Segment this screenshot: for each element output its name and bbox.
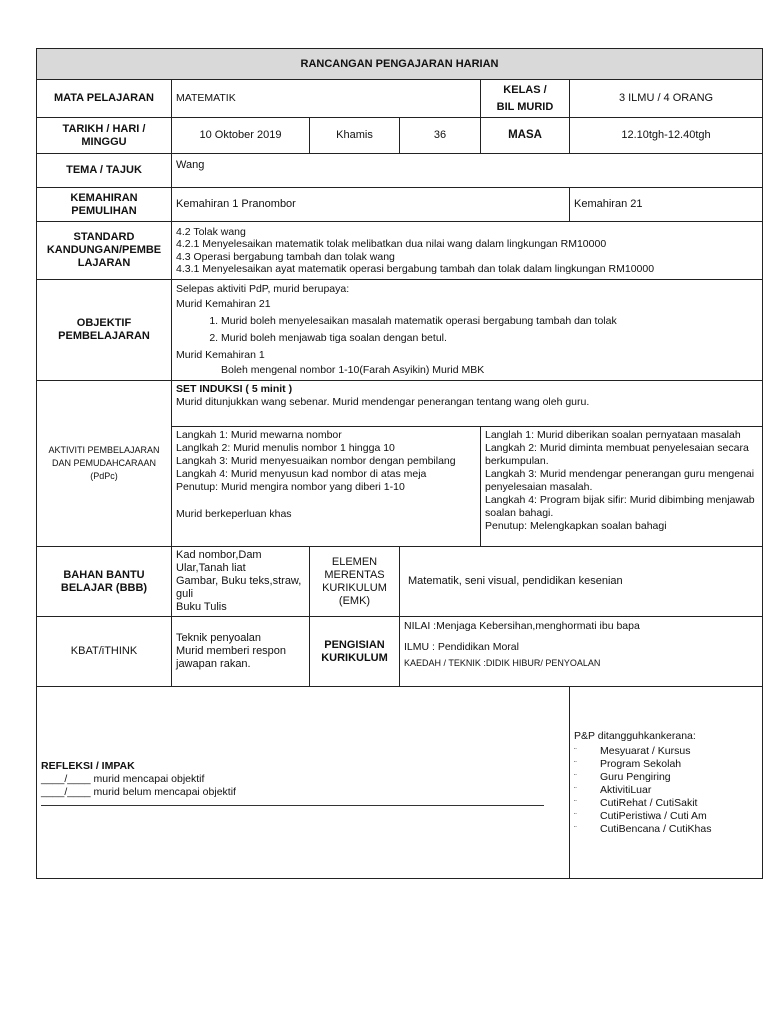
set-induksi xyxy=(172,381,763,427)
masa-value: 12.10tgh-12.40tgh xyxy=(570,118,763,154)
objektif-group2: Murid Kemahiran 1 xyxy=(176,349,265,361)
bahan-label: BAHAN BANTU BELAJAR (BBB) xyxy=(37,547,172,617)
pp-item: ¨ Program Sekolah xyxy=(574,757,682,770)
kemahiran-value-1: Kemahiran 1 Pranombor xyxy=(172,188,570,222)
left-step: Langkah 1: Murid mewarna nombor xyxy=(176,429,342,441)
bullet-icon: ¨ xyxy=(574,824,577,834)
pp-item: ¨ CutiPeristiwa / Cuti Am xyxy=(574,809,707,822)
kelas-value: 3 ILMU / 4 ORANG xyxy=(570,80,763,118)
left-step: Penutup: Murid mengira nombor yang diberi 1-10 xyxy=(176,481,405,493)
refleksi-line1: ____/____ murid mencapai objektif xyxy=(41,772,205,785)
bullet-icon: ¨ xyxy=(574,759,577,769)
aktiviti-label: AKTIVITI PEMBELAJARAN DAN PEMUDAHCARAAN (PdPc) xyxy=(37,381,172,547)
bahan-content xyxy=(172,547,310,617)
refleksi-cell xyxy=(37,687,570,879)
tarikh-date: 10 Oktober 2019 xyxy=(172,118,310,154)
set-induksi-text: Murid ditunjukkan wang sebenar. Murid mendengar penerangan tentang wang oleh guru. xyxy=(176,396,590,408)
pp-item: ¨ Guru Pengiring xyxy=(574,770,671,783)
refleksi-title: REFLEKSI / IMPAK xyxy=(41,759,135,772)
objektif-label: OBJEKTIF PEMBELAJARAN xyxy=(37,280,172,381)
left-step: Langlkah 2: Murid menulis nombor 1 hingga 10 xyxy=(176,442,395,454)
pp-list xyxy=(574,745,758,836)
emk-value: Matematik, seni visual, pendidikan kesenian xyxy=(400,547,763,617)
masa-label: MASA xyxy=(481,118,570,154)
aktiviti-right xyxy=(481,427,763,547)
bahan-line: Buku Tulis xyxy=(176,601,227,613)
bullet-icon: ¨ xyxy=(574,746,577,756)
emk-label: ELEMEN MERENTAS KURIKULUM (EMK) xyxy=(310,547,400,617)
pp-title: P&P ditangguhkankerana: xyxy=(574,729,696,742)
bahan-line: Kad nombor,Dam Ular,Tanah liat xyxy=(176,549,262,574)
page-title: RANCANGAN PENGAJARAN HARIAN xyxy=(37,49,763,80)
bullet-icon: ¨ xyxy=(574,811,577,821)
pengisian-label: PENGISIAN KURIKULUM xyxy=(310,617,400,687)
objektif-item: 1. Murid boleh menyelesaikan masalah matematik operasi bergabung tambah dan tolak xyxy=(221,314,758,329)
bullet-icon: ¨ xyxy=(574,785,577,795)
kbat-line: Murid memberi respon jawapan rakan. xyxy=(176,645,287,670)
standard-line: 4.3.1 Menyelesaikan ayat matematik operasi bergabung tambah dan tolak dalam lingkungan RM10000 xyxy=(176,263,655,275)
pp-cell xyxy=(570,687,763,879)
objektif-group2-item: Boleh mengenal nombor 1-10(Farah Asyikin) Murid MBK xyxy=(221,364,485,376)
mata-pelajaran-label: MATA PELAJARAN xyxy=(37,80,172,118)
tema-label: TEMA / TAJUK xyxy=(37,154,172,188)
pp-item: ¨ CutiBencana / CutiKhas xyxy=(574,822,712,835)
nilai: NILAI :Menjaga Kebersihan,menghormati ibu bapa xyxy=(404,620,640,632)
kemahiran-label: KEMAHIRAN PEMULIHAN xyxy=(37,188,172,222)
kelas-label xyxy=(481,80,570,118)
mata-pelajaran-value: MATEMATIK xyxy=(172,80,481,118)
objektif-item: 2. Murid boleh menjawab tiga soalan dengan betul. xyxy=(221,331,758,346)
kelas-label-line2: BIL MURID xyxy=(496,100,554,113)
lesson-plan-table xyxy=(36,48,763,879)
tarikh-day: Khamis xyxy=(310,118,400,154)
standard-line: 4.2 Tolak wang xyxy=(176,225,246,238)
pp-item: ¨ AktivitiLuar xyxy=(574,783,652,796)
pp-item: ¨ CutiRehat / CutiSakit xyxy=(574,796,698,809)
right-step: Penutup: Melengkapkan soalan bahagi xyxy=(485,520,667,532)
left-step: Langkah 4: Murid menyusun kad nombor di atas meja xyxy=(176,468,427,480)
kemahiran-value-2: Kemahiran 21 xyxy=(570,188,763,222)
ilmu: ILMU : Pendidikan Moral xyxy=(404,641,519,653)
bullet-icon: ¨ xyxy=(574,772,577,782)
set-induksi-title: SET INDUKSI ( 5 minit ) xyxy=(176,383,293,395)
tarikh-label: TARIKH / HARI / MINGGU xyxy=(37,118,172,154)
objektif-group1: Murid Kemahiran 21 xyxy=(176,298,271,310)
pp-item: ¨ Mesyuarat / Kursus xyxy=(574,744,691,757)
refleksi-line2: ____/____ murid belum mencapai objektif xyxy=(41,785,236,798)
aktiviti-left xyxy=(172,427,481,547)
kbat-label: KBAT/iTHINK xyxy=(37,617,172,687)
right-step: Langkah 4: Program bijak sifir: Murid dibimbing menjawab soalan bahagi. xyxy=(485,494,755,519)
objektif-intro: Selepas aktiviti PdP, murid berupaya: xyxy=(176,283,350,295)
kelas-label-line1: KELAS / xyxy=(503,83,547,96)
bahan-line: Gambar, Buku teks,straw, guli xyxy=(176,575,302,600)
pengisian-content xyxy=(400,617,763,687)
tarikh-week: 36 xyxy=(400,118,481,154)
kbat-content xyxy=(172,617,310,687)
standard-content xyxy=(172,222,763,280)
tema-value: Wang xyxy=(172,154,763,188)
bullet-icon: ¨ xyxy=(574,798,577,808)
kaedah: KAEDAH / TEKNIK :DIDIK HIBUR/ PENYOALAN xyxy=(404,658,601,668)
left-step: Langkah 3: Murid menyesuaikan nombor dengan pembilang xyxy=(176,455,456,467)
refleksi-rule xyxy=(41,805,544,806)
left-footer: Murid berkeperluan khas xyxy=(176,508,292,520)
right-step: Langlah 1: Murid diberikan soalan pernyataan masalah xyxy=(485,429,741,441)
kbat-line: Teknik penyoalan xyxy=(176,632,262,644)
objektif-content xyxy=(172,280,763,381)
right-step: Langkah 2: Murid diminta membuat penyelesaian secara berkumpulan. xyxy=(485,442,749,467)
standard-line: 4.3 Operasi bergabung tambah dan tolak wang xyxy=(176,250,395,263)
right-step: Langkah 3: Murid mendengar penerangan guru mengenai penyelesaian masalah. xyxy=(485,468,755,493)
standard-line: 4.2.1 Menyelesaikan matematik tolak melibatkan dua nilai wang dalam lingkungan RM10000 xyxy=(176,238,607,250)
standard-label: STANDARD KANDUNGAN/PEMBE LAJARAN xyxy=(37,222,172,280)
